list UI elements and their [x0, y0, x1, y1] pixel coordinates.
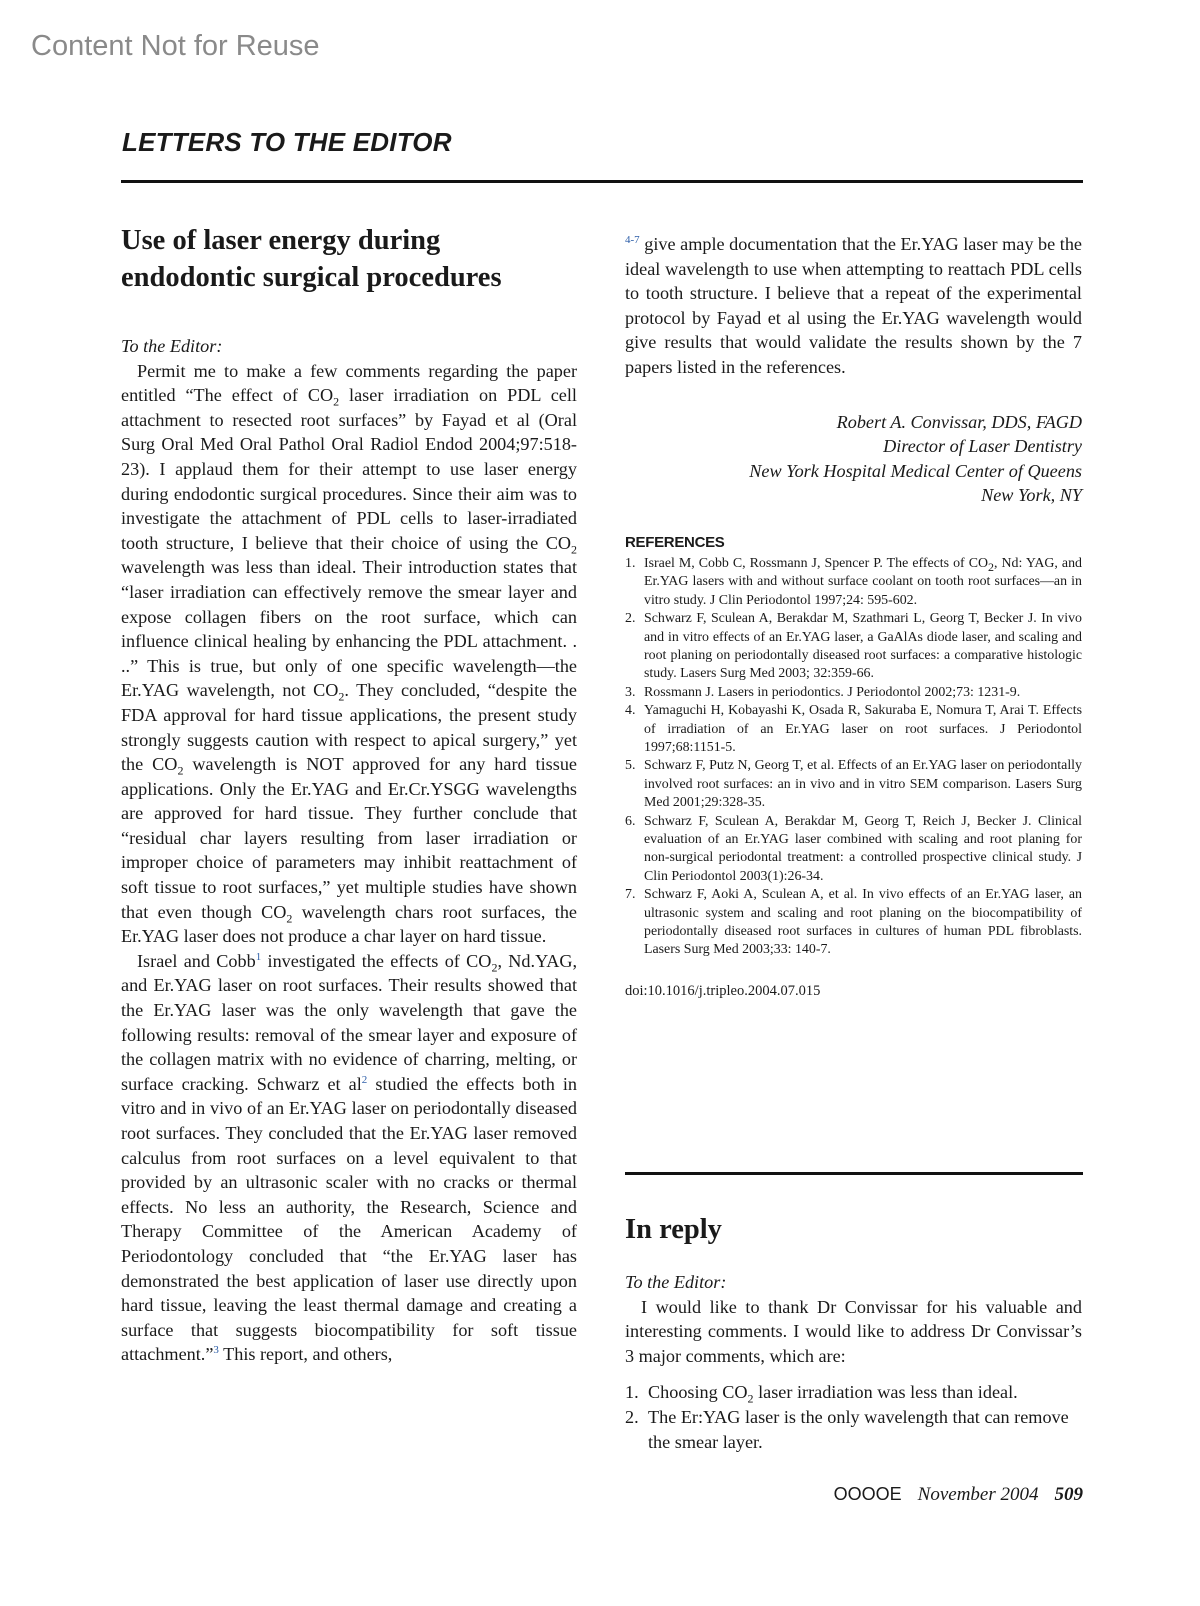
references-heading: REFERENCES	[625, 533, 725, 551]
letter-paragraph-2-cont: This report, and others,	[218, 1344, 393, 1365]
reference-item: 7. Schwarz F, Aoki A, Sculean A, et al. In vivo effects of an Er.YAG laser, an ultrasonic system and scaling and root planing on the biocompatibility of periodontally diseased root surfaces in cultures of human PDL fibroblasts. Lasers Surg Med 2003;33: 140-7.	[625, 887, 1082, 958]
letter-title	[121, 222, 577, 296]
letter-salutation: To the Editor:	[121, 336, 223, 356]
letter-title-line1: Use of laser energy during	[121, 225, 441, 256]
footer-page-number: 509	[1054, 1484, 1083, 1505]
reply-intro: I would like to thank Dr Convissar for his valuable and interesting comments. I would like to address Dr Convissar’s 3 major comments, which are:	[625, 1296, 1082, 1366]
letter-title-line2: endodontic surgical procedures	[121, 262, 502, 293]
top-divider	[121, 180, 1083, 183]
page-footer	[834, 1484, 1083, 1506]
reply-title: In reply	[625, 1214, 722, 1245]
citation-link[interactable]: 2	[361, 1073, 368, 1086]
citation-link[interactable]: 3	[213, 1344, 219, 1357]
doi-link[interactable]: doi:10.1016/j.tripleo.2004.07.015	[625, 982, 821, 999]
reply-points-list	[625, 1380, 1082, 1454]
letter-paragraph-2: Israel and Cobb$^1$ investigated the effects of $CO_2$, Nd.YAG, and Er.YAG laser on root surfaces. Their results showed that the Er.YAG laser was the only wavelength that gave the following results: removal of the smear layer and exposure of the collagen matrix with no evidence of charring, melting, or surface cracking. Schwarz et al$^2$ studied the effects both in vitro and in vivo of an Er.YAG laser on periodontally diseased root surfaces. They concluded that the Er.YAG laser removed calculus from root surfaces on a level equivalent to that provided by an ultrasonic scaler with no cracks or thermal effects. No less an authority, the Research, Science and Therapy Committee of the American Academy of Periodontology concluded that “the Er.YAG laser has demonstrated the best application of laser use directly upon hard tissue, leaving the least thermal damage and creating a surface that suggests biocompatibility for soft tissue attachment.”$^3$ This report, and others,	[121, 950, 578, 1365]
reply-point: 1. Choosing $CO_2$ laser irradiation was less than ideal.	[625, 1382, 1018, 1407]
reference-item: 4. Yamaguchi H, Kobayashi K, Osada R, Sakuraba E, Nomura T, Arai T. Effects of irradiation of an Er.YAG laser on root surfaces. J Periodontol 1997;68:1151-5.	[625, 703, 1082, 755]
footer-date: November 2004	[917, 1484, 1039, 1505]
reply-point: 2. The Er:YAG laser is the only wavelength that can remove the smear layer.	[625, 1406, 1069, 1452]
letter-paragraph-2-continued: $^{4-7}$ give ample documentation that the Er.YAG laser may be the ideal wavelength to use when attempting to reattach PDL cells to tooth structure. I believe that a repeat of the experimental protocol by Fayad et al using the Er.YAG wavelength would give results that would validate the results shown by the 7 papers listed in the references.	[625, 233, 1082, 377]
letter-column-left	[121, 222, 577, 1367]
reply-block	[625, 1270, 1082, 1454]
reply-divider	[625, 1172, 1083, 1175]
reference-item: 1. Israel M, Cobb C, Rossmann J, Spencer P. The effects of $CO_2$, Nd: YAG, and Er.YAG lasers with and without surface coolant on tooth root surfaces—an in vitro study. J Clin Periodontol 1997;24: 595-602.	[625, 555, 1082, 608]
reference-list	[625, 555, 1082, 960]
signature-role: Director of Laser Dentistry	[883, 436, 1082, 457]
footer-journal: OOOOE	[833, 1484, 902, 1504]
signature-block	[625, 410, 1082, 508]
reply-salutation: To the Editor:	[625, 1272, 727, 1292]
watermark: Content Not for Reuse	[31, 30, 320, 62]
signature-institution: New York Hospital Medical Center of Queens	[749, 460, 1082, 481]
reference-item: 3. Rossmann J. Lasers in periodontics. J Periodontol 2002;73: 1231-9.	[625, 684, 1021, 700]
reference-item: 5. Schwarz F, Putz N, Georg T, et al. Effects of an Er.YAG laser on periodontally involved root surfaces: an in vivo and in vitro SEM comparison. Lasers Surg Med 2001;29:328-35.	[625, 758, 1082, 811]
citation-link[interactable]: 4-7	[625, 233, 640, 246]
letter-column-right	[625, 232, 1082, 1000]
citation-link[interactable]: 1	[255, 950, 262, 963]
letter-paragraph-1: Permit me to make a few comments regarding the paper entitled “The effect of $CO_2$ laser irradiation on PDL cell attachment to resected root surfaces” by Fayad et al (Oral Surg Oral Med Oral Pathol Oral Radiol Endod 2004;97:518-23). I applaud them for their attempt to use laser energy during endodontic surgical procedures. Since their aim was to investigate the attachment of PDL cells to laser-irradiated tooth structure, I believe that their choice of using the $CO_2$ wavelength was less than ideal. Their introduction states that “laser irradiation can effectively remove the smear layer and expose collagen fibers on the root surface, which can influence clinical healing by enhancing the PDL attachment. . ..” This is true, but only of one specific wavelength—the Er.YAG wavelength, not $CO_2$. They concluded, “despite the FDA approval for hard tissue applications, the present study strongly suggests caution with respect to apical surgery,” yet the $CO_2$ wavelength is NOT approved for any hard tissue applications. Only the Er.YAG and Er.Cr.YSGG wavelengths are approved for hard tissue. They further conclude that “residual char layers resulting from laser irradiation or improper choice of parameters may inhibit reattachment of soft tissue to root surfaces,” yet multiple studies have shown that even though $CO_2$ wavelength chars root surfaces, the Er.YAG laser does not produce a char layer on hard tissue.	[121, 360, 578, 947]
section-header: LETTERS TO THE EDITOR	[122, 127, 452, 157]
reference-item: 6. Schwarz F, Sculean A, Berakdar M, Georg T, Reich J, Becker J. Clinical evaluation of an Er.YAG laser combined with scaling and root planing for non-surgical periodontal treatment: a controlled prospective clinical study. J Clin Periodontol 2003(1):26-34.	[625, 813, 1082, 884]
reference-item: 2. Schwarz F, Sculean A, Berakdar M, Szathmari L, Georg T, Becker J. In vivo and in vitro effects of an Er.YAG laser, a GaAlAs diode laser, and scaling and root planing on periodontally diseased root surfaces: a comparative histologic study. Lasers Surg Med 2003; 32:359-66.	[625, 611, 1082, 682]
signature-name: Robert A. Convissar, DDS, FAGD	[836, 411, 1082, 432]
signature-location: New York, NY	[981, 485, 1082, 506]
